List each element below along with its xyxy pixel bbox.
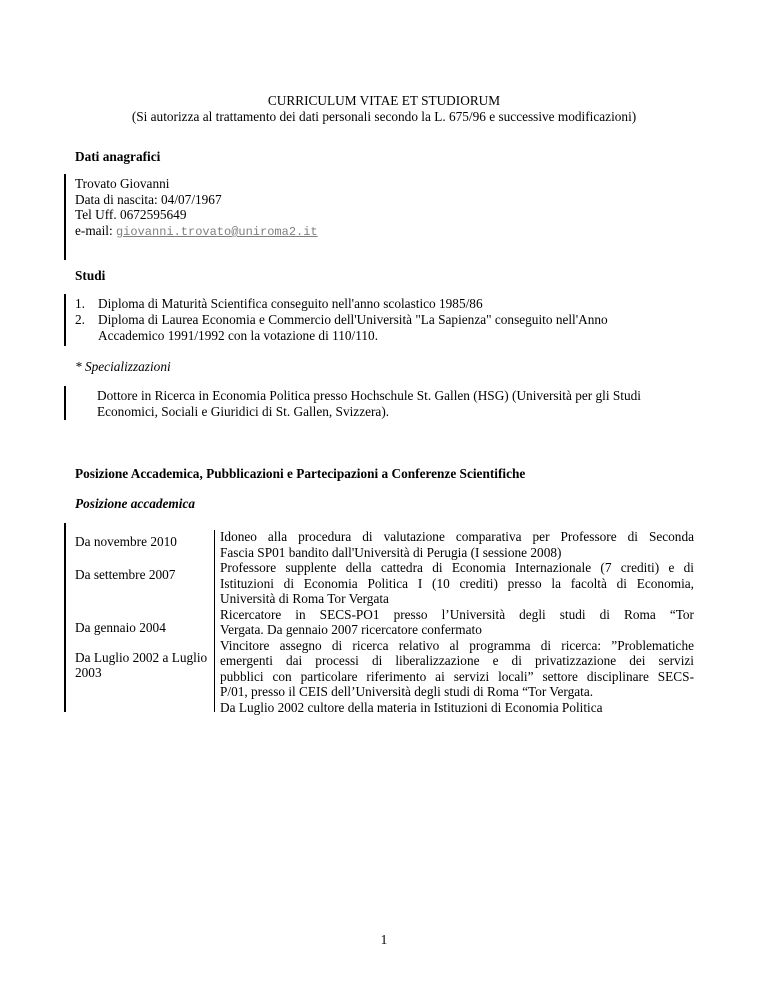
section-heading-specializzazioni: * Specializzazioni (75, 359, 171, 374)
column-divider (214, 530, 215, 712)
list-number: 1. (75, 296, 85, 311)
email-link[interactable]: giovanni.trovato@uniroma2.it (115, 225, 318, 239)
date-label: Da Luglio 2002 a Luglio (75, 650, 208, 665)
posizione-description (220, 529, 694, 715)
email-label: e-mail: (75, 223, 116, 238)
date-label: Da novembre 2010 (75, 534, 177, 549)
description-line: Fascia SP01 bandito dall'Università di Perugia (I sessione 2008) (220, 544, 562, 560)
description-line: Da Luglio 2002 cultore della materia in Istituzioni di Economia Politica (220, 699, 603, 715)
birth-date: Data di nascita: 04/07/1967 (75, 192, 222, 207)
person-name: Trovato Giovanni (75, 176, 170, 191)
page-number: 1 (380, 932, 388, 947)
list-item-text: Diploma di Maturità Scientifica conseguito nell'anno scolastico 1985/86 (98, 296, 483, 311)
description-line: Vincitore assegno di ricerca relativo al programma di ricerca: ”Problematiche (220, 637, 694, 653)
description-line: emergenti dai processi di liberalizzazione e di privatizzazione dei servizi (220, 653, 694, 668)
description-line: Istituzioni di Economia Politica I (10 crediti) presso la facoltà di Economia, (220, 575, 694, 591)
section-heading-anagrafici: Dati anagrafici (75, 149, 161, 164)
revision-bar (64, 294, 66, 346)
section-heading-studi: Studi (75, 268, 106, 283)
date-label: Da settembre 2007 (75, 567, 176, 582)
email-line (75, 223, 318, 241)
document-title: CURRICULUM VITAE ET STUDIORUM (267, 93, 501, 108)
description-line: Professore supplente della cattedra di Economia Internazionale (7 crediti) e di (220, 560, 694, 575)
list-number: 2. (75, 312, 85, 327)
description-line: pubblici con particolare riferimento ai servizi locali” settore disciplinare SECS- (220, 668, 694, 684)
specializzazione-text: Economici, Sociali e Giuridici di St. Gallen, Svizzera). (97, 404, 390, 419)
document-subtitle: (Si autorizza al trattamento dei dati personali secondo la L. 675/96 e successive modificazioni) (131, 109, 637, 124)
description-line: Università di Roma Tor Vergata (220, 591, 389, 606)
office-phone: Tel Uff. 0672595649 (75, 207, 187, 222)
description-line: P/01, presso il CEIS dell’Università degli studi di Roma “Tor Vergata. (220, 684, 594, 699)
revision-bar (64, 523, 66, 712)
date-label: Da gennaio 2004 (75, 620, 166, 635)
revision-bar (64, 174, 66, 260)
description-line: Ricercatore in SECS-PO1 presso l’Università degli studi di Roma “Tor (220, 606, 694, 622)
list-item-text: Accademico 1991/1992 con la votazione di 110/110. (98, 328, 379, 343)
description-line: Idoneo alla procedura di valutazione comparativa per Professore di Seconda (220, 529, 694, 544)
revision-bar (64, 386, 66, 420)
section-heading-posizione: Posizione Accademica, Pubblicazioni e Partecipazioni a Conferenze Scientifiche (75, 466, 526, 481)
specializzazione-text: Dottore in Ricerca in Economia Politica presso Hochschule St. Gallen (HSG) (Università per gli Studi (97, 388, 641, 403)
description-line: Vergata. Da gennaio 2007 ricercatore confermato (220, 622, 482, 637)
date-label: 2003 (75, 665, 102, 680)
subheading-posizione-accademica: Posizione accademica (75, 496, 196, 511)
list-item-text: Diploma di Laurea Economia e Commercio dell'Università "La Sapienza" conseguito nell'Anno (98, 312, 608, 327)
